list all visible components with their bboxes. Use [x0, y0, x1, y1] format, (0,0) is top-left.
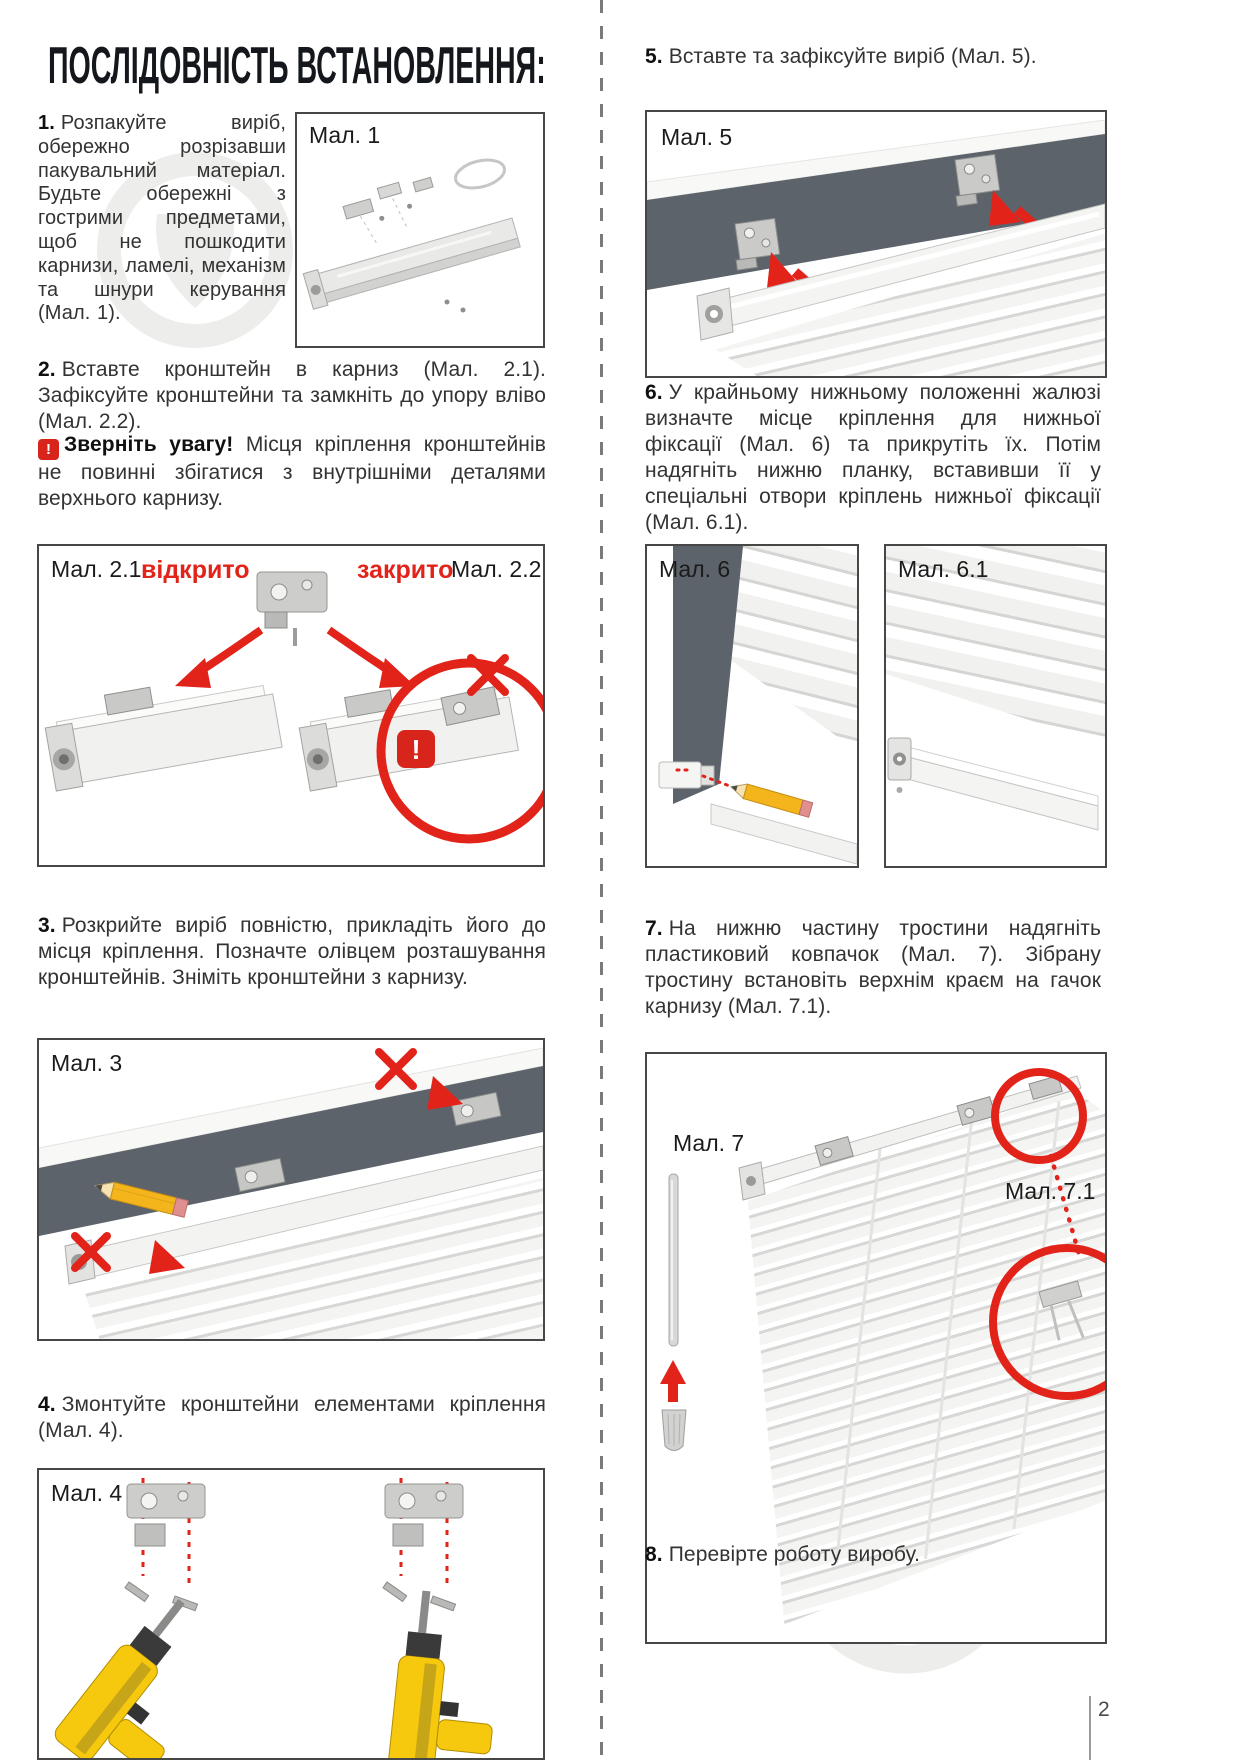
cornice-left [41, 666, 282, 791]
red-arrow-right [329, 630, 391, 672]
step-3-text: 3. Розкрийте виріб повністю, прикладіть його до місця кріплення. Позначте олівцем розташування кронштейнів. Зніміть кронштейни з карнизу. [38, 914, 546, 989]
step-2-text: 2. Вставте кронштейн в карниз (Мал. 2.1). Зафіксуйте кронштейни та замкніть до упору вліво (Мал. 2.2). [38, 358, 546, 433]
drill [51, 1589, 244, 1758]
figure-5-label: Мал. 5 [661, 124, 733, 150]
headrail [743, 1076, 1081, 1188]
figure-2-2-label: Мал. 2.2 [451, 556, 542, 582]
step-1-text: 1. Розпакуйте виріб, обережно розрізавши пакувальний матеріал. Будьте обережні з гострими предметами, щоб не пошкодити карнизи, ламелі, механізм та шнури керування (Мал. 1). [38, 112, 286, 325]
bottom-fix-clip [659, 762, 735, 788]
figure-3-box [37, 1038, 545, 1341]
figure-6-1-label: Мал. 6.1 [898, 556, 989, 582]
figure-6-1-drawing [886, 546, 1105, 866]
step-6-text: 6. У крайньому нижньому положенні жалюзі визначте місце кріплення для нижньої фіксації (Мал. 6) та прикрутіть їх. Потім надягніть нижню планку, вставивши її у спеціальні отвори кріплень нижньої фіксації (Мал. 6.1). [645, 381, 1101, 534]
step-number: 7. [645, 917, 663, 940]
step-2-note: ! Зверніть увагу! Місця кріплення кронштейнів не повинні збігатися з внутрішніми деталями верхнього карнизу. [38, 433, 547, 510]
figure-2-box [37, 544, 545, 867]
figure-1-label: Мал. 1 [309, 122, 381, 148]
figure-4-label: Мал. 4 [51, 1480, 123, 1506]
bracket-center [257, 572, 327, 646]
figure-4-box [37, 1468, 545, 1760]
figure-3-label: Мал. 3 [51, 1050, 123, 1076]
figure-7-1-label: Мал. 7.1 [1005, 1178, 1096, 1204]
bracket-assembly [125, 1478, 205, 1611]
bracket [957, 1097, 995, 1126]
page-title: ПОСЛІДОВНІСТЬ ВСТАНОВЛЕННЯ: [48, 37, 546, 95]
step-number: 6. [645, 381, 663, 404]
red-dotted-leader [1051, 1156, 1079, 1254]
step-number: 3. [38, 914, 56, 937]
page-number-rule [1089, 1696, 1091, 1760]
figure-3-drawing [39, 1040, 543, 1339]
figure-6-box [645, 544, 859, 868]
drill [387, 1589, 506, 1758]
figure-5-box [645, 110, 1107, 378]
figure-1-box [295, 112, 545, 348]
figure-5-drawing [647, 112, 1105, 376]
pencil [729, 780, 813, 817]
figure-6-1-box [884, 544, 1107, 868]
red-arrow-left [199, 630, 261, 672]
figure-7-label: Мал. 7 [673, 1130, 745, 1156]
step-8-text: 8. Перевірте роботу виробу. [645, 1543, 921, 1566]
step-number: 4. [38, 1393, 56, 1416]
exclamation-badge [397, 730, 435, 768]
figure-2-open-label: відкрито [141, 556, 250, 584]
figure-2-drawing-brackets [39, 546, 543, 865]
figure-4-drawing-mounting [39, 1470, 543, 1758]
packing-parts [341, 173, 444, 248]
cornice-bar [303, 214, 521, 309]
bottom-rail [711, 804, 857, 864]
figure-2-1-label: Мал. 2.1 [51, 556, 142, 582]
step-number: 8. [645, 1543, 663, 1566]
step-number: 2. [38, 358, 56, 381]
warning-icon: ! [38, 439, 59, 460]
figure-6-label: Мал. 6 [659, 556, 731, 582]
hook-zoom-detail [1039, 1281, 1093, 1346]
svg-text:!: ! [411, 734, 421, 765]
plastic-cap [662, 1410, 686, 1451]
bracket [815, 1137, 853, 1166]
figure-2-closed-label: закрито [357, 556, 454, 584]
page-number: 2 [1098, 1698, 1110, 1721]
wand [669, 1174, 678, 1346]
figure-6-drawing [647, 546, 857, 866]
note-title: Зверніть увагу! [64, 433, 234, 456]
step-number: 1. [38, 112, 55, 134]
red-arrow-up [660, 1360, 686, 1402]
zoom-circle-bottom [993, 1248, 1105, 1396]
column-divider [600, 0, 603, 1760]
step-number: 5. [645, 45, 663, 68]
step-5-text: 5. Вставте та зафіксуйте виріб (Мал. 5). [645, 45, 1037, 68]
step-4-text: 4. Змонтуйте кронштейни елементами кріплення (Мал. 4). [38, 1393, 546, 1442]
step-7-text: 7. На нижню частину тростини надягніть пластиковий ковпачок (Мал. 7). Зібрану тростину встановіть верхнім краєм на гачок карнизу (Мал. 7.1). [645, 917, 1101, 1018]
